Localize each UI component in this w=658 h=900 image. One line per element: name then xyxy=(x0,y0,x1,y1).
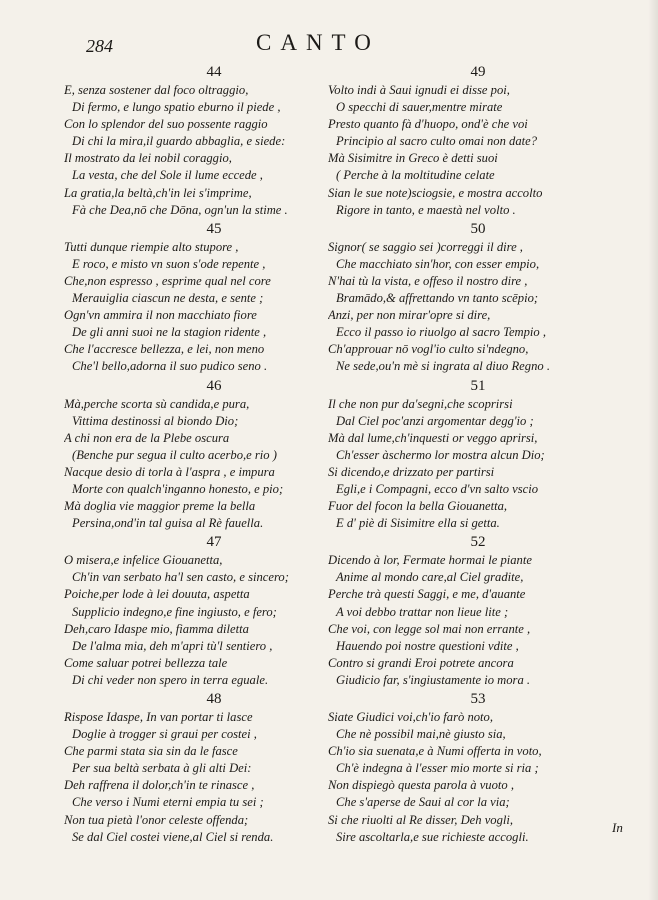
stanza-number: 48 xyxy=(206,691,222,707)
page-number: 284 xyxy=(86,36,113,56)
verse-line: ( Perche à la moltitudine celate xyxy=(336,168,495,183)
verse-line: Doglie à trogger si graui per costei , xyxy=(72,727,257,742)
verse-line: Poiche,per lode à lei douuta, aspetta xyxy=(64,587,250,602)
verse-line: La vesta, che del Sole il lume eccede , xyxy=(72,168,263,183)
verse-line: Che'l bello,adorna il suo pudico seno . xyxy=(72,359,268,374)
verse-line: Che verso i Numi eterni empia tu sei ; xyxy=(72,795,264,810)
stanza-number: 46 xyxy=(206,377,222,394)
verse-line: Supplicio indegno,e fine ingiusto, e fero; xyxy=(72,604,277,619)
stanza-number: 53 xyxy=(470,691,486,707)
verse-line: Dal Ciel poc'anzi argomentar degg'io ; xyxy=(336,413,534,428)
verse-line: Giudicio far, s'ingiustamente io mora . xyxy=(336,672,531,687)
verse-line: O specchi di sauer,mentre mirate xyxy=(336,100,503,115)
verse-line: Di chi la mira,il guardo abbaglia, e siede: xyxy=(72,134,286,149)
page-header xyxy=(0,30,658,62)
verse-line: Con lo splendor del suo possente raggio xyxy=(64,117,268,132)
stanza xyxy=(328,532,628,689)
verse-line: Il che non pur da'segni,che scoprirsi xyxy=(328,396,513,411)
verse-line: Vittima destinossi al biondo Dio; xyxy=(72,413,239,428)
verse-line: Mà dal lume,ch'inquesti or veggo aprirsi, xyxy=(328,430,538,445)
page-edge-shadow xyxy=(648,0,658,900)
verse-line: Che l'accresce bellezza, e lei, non meno xyxy=(64,342,265,357)
catchword: In xyxy=(612,820,623,835)
stanza-number: 49 xyxy=(470,64,486,80)
right-column xyxy=(328,62,628,846)
stanza xyxy=(328,62,628,219)
verse-line: Mà Sisimitre in Greco è detti suoi xyxy=(328,151,498,166)
left-column xyxy=(64,62,364,846)
verse-line: Che s'aperse de Saui al cor la via; xyxy=(336,795,510,810)
verse-line: Tutti dunque riempie alto stupore , xyxy=(64,239,239,254)
stanza xyxy=(64,689,364,846)
verse-line: De l'alma mia, deh m'apri tù'l sentiero , xyxy=(72,638,273,653)
verse-line: Deh,caro Idaspe mio, fiamma diletta xyxy=(64,621,249,636)
verse-line: Ogn'vn ammira il non macchiato fiore xyxy=(64,308,257,323)
verse-line: Sire ascoltarla,e sue richieste accogli. xyxy=(336,829,529,844)
verse-line: Il mostrato da lei nobil coraggio, xyxy=(64,151,232,166)
verse-line: Mà doglia vie maggior preme la bella xyxy=(64,499,256,514)
verse-line: Deh raffrena il dolor,ch'in te rinasce , xyxy=(64,778,255,793)
stanza xyxy=(64,532,364,689)
verse-line: Ne sede,ou'n mè si ingrata al diuo Regno . xyxy=(336,359,550,374)
stanza xyxy=(328,219,628,376)
stanza-number: 44 xyxy=(206,64,222,80)
verse-line: Ch'approuar nō vogl'io culto si'ndegno, xyxy=(328,342,529,357)
verse-line: Non tua pietà l'onor celeste offenda; xyxy=(64,812,249,827)
verse-line: Che parmi stata sia sin da le fasce xyxy=(64,744,238,759)
verse-line: Di fermo, e lungo spatio eburno il piede , xyxy=(72,100,281,115)
verse-line: Non dispiegò questa parola à vuoto , xyxy=(328,778,514,793)
verse-line: Mà,perche scorta sù candida,e pura, xyxy=(64,396,250,411)
verse-line: Contro si grandi Eroi potrete ancora xyxy=(328,655,514,670)
verse-line: Persina,ond'in tal guisa al Rè fauella. xyxy=(72,516,264,531)
verse-line: Che voi, con legge sol mai non errante , xyxy=(328,621,531,636)
verse-line: Merauiglia ciascun ne desta, e sente ; xyxy=(72,291,264,306)
verse-line: N'hai tù la vista, e offeso il nostro dire , xyxy=(328,273,528,288)
verse-line: E roco, e misto vn suon s'ode repente , xyxy=(72,256,266,271)
verse-line: E, senza sostener dal foco oltraggio, xyxy=(64,83,249,97)
verse-line: Fà che Dea,nō che Dōna, ogn'un la stime . xyxy=(72,202,288,217)
verse-line: La gratia,la beltà,ch'in lei s'imprime, xyxy=(64,185,252,200)
verse-line: O misera,e infelice Giouanetta, xyxy=(64,553,223,568)
stanza xyxy=(328,376,628,533)
verse-line: Ch'io sia suenata,e à Numi offerta in voto, xyxy=(328,744,542,759)
verse-line: Ch'è indegna à l'esser mio morte si ria ; xyxy=(336,761,539,776)
verse-line: Anime al mondo care,al Ciel gradite, xyxy=(336,570,524,585)
verse-line: Ch'esser àschermo lor mostra alcun Dio; xyxy=(336,447,545,462)
verse-line: E d' piè di Sisimitre ella si getta. xyxy=(336,516,500,531)
verse-line: Sian le sue note)sciogsie, e mostra accolto xyxy=(328,185,543,200)
verse-line: Volto indi à Saui ignudi ei disse poi, xyxy=(328,83,510,97)
stanza-number: 51 xyxy=(470,377,486,394)
verse-line: Ecco il passo io riuolgo al sacro Tempio , xyxy=(336,325,547,340)
verse-line: Fuor del focon la bella Giouanetta, xyxy=(328,499,508,514)
stanza-number: 47 xyxy=(206,534,222,551)
stanza-number: 52 xyxy=(470,534,486,551)
verse-line: Principio al sacro culto omai non date? xyxy=(336,134,538,149)
verse-line: (Benche pur segua il culto acerbo,e rio ) xyxy=(72,447,277,462)
verse-line: Si che riuolti al Re disser, Deh vogli, xyxy=(328,812,514,827)
verse-line: Morte con qualch'inganno honesto, e pio; xyxy=(72,481,284,496)
verse-line: Di chi veder non spero in terra eguale. xyxy=(72,672,269,687)
stanza-number: 50 xyxy=(470,220,486,237)
verse-line: Signor( se saggio sei )correggi il dire , xyxy=(328,239,523,254)
verse-line: A voi debbo trattar non lieue lite ; xyxy=(336,604,509,619)
verse-line: Per sua beltà serbata à gli alti Dei: xyxy=(72,761,252,776)
verse-line: Si dicendo,e drizzato per partirsi xyxy=(328,464,495,479)
verse-line: Rigore in tanto, e maestà nel volto . xyxy=(336,202,516,217)
verse-line: Che nè possibil mai,nè giusto sia, xyxy=(336,727,506,742)
verse-line: Presto quanto fà d'huopo, ond'è che voi xyxy=(328,117,528,132)
verse-line: Come saluar potrei bellezza tale xyxy=(64,655,228,670)
verse-line: Egli,e i Compagni, ecco d'vn salto vscio xyxy=(336,481,539,496)
verse-line: Hauendo poi nostre questioni vdite , xyxy=(336,638,519,653)
stanza xyxy=(64,219,364,376)
verse-line: Rispose Idaspe, In van portar ti lasce xyxy=(64,710,253,724)
verse-line: Che macchiato sin'hor, con esser empio, xyxy=(336,256,540,271)
running-title: CANTO xyxy=(256,30,380,55)
stanza xyxy=(64,62,364,219)
verse-line: Se dal Ciel costei viene,al Ciel si renda. xyxy=(72,829,274,844)
stanza xyxy=(328,689,628,846)
verse-line: Dicendo à lor, Fermate hormai le piante xyxy=(328,553,532,568)
verse-line: Che,non espresso , esprime qual nel core xyxy=(64,273,271,288)
verse-line: Nacque desio di torla à l'aspra , e impura xyxy=(64,464,275,479)
verse-line: De gli anni suoi ne la stagion ridente , xyxy=(72,325,267,340)
verse-line: Siate Giudici voi,ch'io farò noto, xyxy=(328,710,493,724)
verse-line: A chi non era de la Plebe oscura xyxy=(64,430,230,445)
stanza xyxy=(64,376,364,533)
verse-line: Perche trà questi Saggi, e me, d'auante xyxy=(328,587,526,602)
verse-line: Bramādo,& affrettando vn tanto scēpio; xyxy=(336,291,539,306)
verse-line: Anzi, per non mirar'opre si dire, xyxy=(328,308,491,323)
stanza-number: 45 xyxy=(206,220,222,237)
verse-line: Ch'in van serbato ha'l sen casto, e sincero; xyxy=(72,570,289,585)
